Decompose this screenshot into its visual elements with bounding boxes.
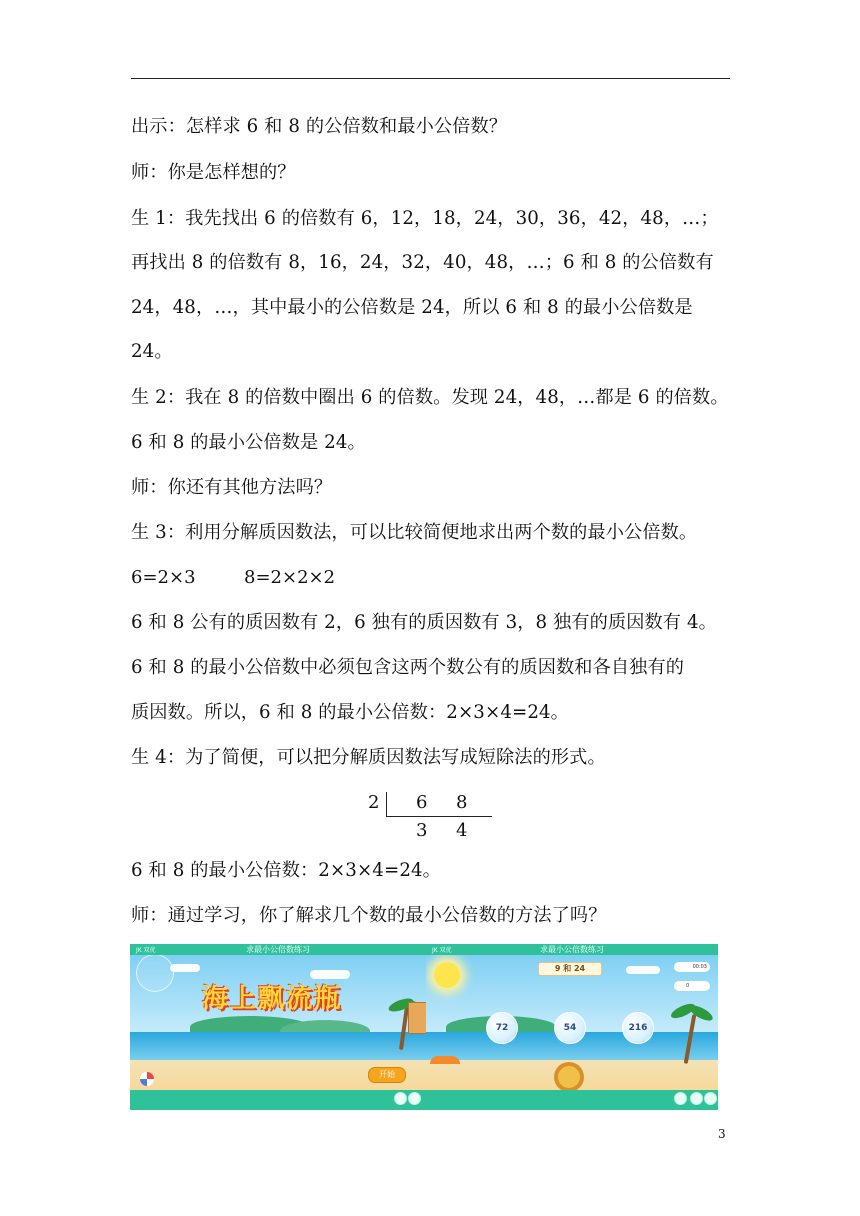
beach-ball-icon — [140, 1072, 154, 1086]
text-line-15: 6 和 8 的最小公倍数：2×3×4=24。 — [131, 860, 441, 881]
text-line-6: 24。 — [131, 341, 173, 362]
game-bar-title: 求最小公倍数练习 — [246, 945, 310, 954]
game-bottom-bar — [130, 1090, 426, 1110]
logo: JK 双优 — [432, 947, 452, 954]
division-dividend-a: 6 — [416, 792, 428, 813]
game-bottom-bar — [426, 1090, 718, 1110]
game-top-bar — [130, 944, 426, 955]
game-title-art: 海上飘流瓶 — [202, 984, 343, 1014]
help-button[interactable] — [394, 1092, 407, 1105]
text-line-3: 生 1：我先找出 6 的倍数有 6，12，18，24，30，36，42，48，…； — [131, 208, 719, 229]
timer: 00:03 — [674, 962, 710, 972]
answer-bubble-3[interactable]: 216 — [622, 1012, 654, 1044]
sea — [130, 1032, 426, 1062]
page-number: 3 — [718, 1127, 726, 1141]
cloud — [626, 966, 660, 974]
text-line-7: 生 2：我在 8 的倍数中圈出 6 的倍数。发现 24，48，…都是 6 的倍数。 — [131, 387, 729, 408]
text-line-4: 再找出 8 的倍数有 8，16，24，32，40，48，…；6 和 8 的公倍数有 — [131, 252, 714, 273]
answer-bubble-1[interactable]: 72 — [486, 1012, 518, 1044]
short-division — [360, 790, 500, 842]
text-line-5: 24，48，…，其中最小的公倍数是 24，所以 6 和 8 的最小公倍数是 — [131, 297, 693, 318]
sound-button[interactable] — [690, 1092, 703, 1105]
game-screenshot-start — [130, 944, 426, 1110]
text-line-13: 质因数。所以，6 和 8 的最小公倍数：2×3×4=24。 — [131, 702, 569, 723]
text-line-14: 生 4：为了简便，可以把分解质因数法写成短除法的形式。 — [131, 747, 606, 768]
game-screenshot-play — [426, 944, 718, 1110]
text-line-10: 生 3：利用分解质因数法，可以比较简便地求出两个数的最小公倍数。 — [131, 522, 698, 543]
text-line-8: 6 和 8 的最小公倍数是 24。 — [131, 432, 366, 453]
division-quotient-b: 4 — [456, 820, 468, 841]
text-line-11: 6 和 8 公有的质因数有 2，6 独有的质因数有 3，8 独有的质因数有 4。 — [131, 612, 717, 633]
help-button[interactable] — [674, 1092, 687, 1105]
sound-button[interactable] — [408, 1092, 421, 1105]
start-button[interactable]: 开始 — [368, 1067, 406, 1083]
header-rule — [131, 78, 730, 79]
division-vertical-bar — [386, 792, 387, 816]
equation-six: 6=2×3 — [131, 567, 196, 588]
game-bar-title: 求最小公倍数练习 — [540, 945, 604, 954]
decor-bubble — [136, 954, 174, 992]
back-button[interactable] — [704, 1092, 717, 1105]
cloud — [170, 964, 200, 972]
sun-icon — [434, 962, 460, 988]
division-dividend-b: 8 — [456, 792, 468, 813]
division-horizontal-bar — [386, 816, 492, 817]
text-line-12: 6 和 8 的最小公倍数中必须包含这两个数公有的质因数和各自独有的 — [131, 657, 685, 678]
equation-eight: 8=2×2×2 — [244, 567, 336, 588]
division-divisor: 2 — [368, 792, 380, 813]
text-line-1: 出示：怎样求 6 和 8 的公倍数和最小公倍数？ — [131, 116, 508, 137]
division-quotient-a: 3 — [416, 820, 428, 841]
game-top-bar — [426, 944, 718, 955]
ship-wheel-icon — [554, 1062, 584, 1092]
text-line-9: 师：你还有其他方法吗？ — [131, 477, 333, 498]
beach-umbrella-icon — [430, 1056, 460, 1064]
score: 0 — [674, 981, 710, 991]
answer-bubble-2[interactable]: 54 — [554, 1012, 586, 1044]
question-box: 9 和 24 — [538, 962, 602, 976]
text-line-2: 师：你是怎样想的？ — [131, 162, 296, 183]
beach-hut — [408, 1002, 426, 1034]
text-line-16: 师：通过学习，你了解求几个数的最小公倍数的方法了吗？ — [131, 905, 607, 926]
logo: JK 双优 — [136, 947, 156, 954]
